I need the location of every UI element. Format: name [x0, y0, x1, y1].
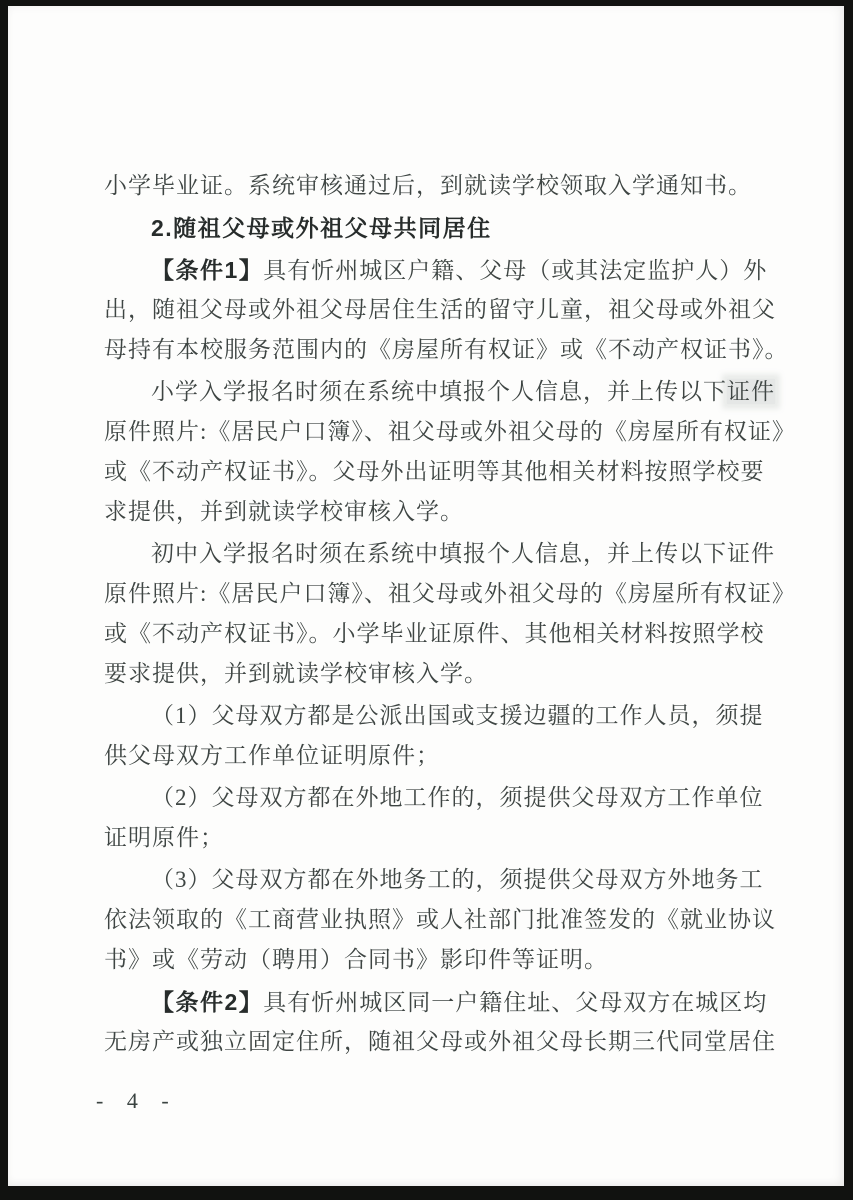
text-segment: 书》或《劳动（聘用）合同书》影印件等证明。 — [104, 947, 608, 972]
text-segment: 或《不动产权证书》。小学毕业证原件、其他相关材料按照学校 — [104, 621, 765, 646]
text-line — [104, 614, 782, 654]
text-segment: 母持有本校服务范围内的《房屋所有权证》或《不动产权证书》。 — [104, 337, 789, 362]
section-heading — [104, 208, 782, 248]
condition-label: 2.随祖父母或外祖父母共同居住 — [151, 215, 492, 241]
paragraph — [104, 778, 782, 858]
text-line — [104, 412, 796, 452]
paragraph — [104, 250, 789, 370]
text-line — [104, 818, 782, 858]
text-segment: （1）父母双方都是公派出国或支援边疆的工作人员，须提 — [151, 703, 764, 728]
text-segment: 具有忻州城区户籍、父母（或其法定监护人）外 — [263, 258, 768, 283]
text-line — [104, 982, 782, 1022]
text-line — [104, 860, 782, 900]
paragraph — [104, 166, 782, 206]
condition-label: 【条件2】 — [151, 989, 264, 1015]
text-line — [104, 778, 782, 818]
text-segment: 小学入学报名时须在系统中填报个人信息，并上传以下 — [151, 379, 727, 404]
text-line — [104, 452, 782, 492]
text-line — [104, 330, 789, 370]
condition-label: 【条件1】 — [151, 257, 264, 283]
text-segment: 无房产或独立固定住所，随祖父母或外祖父母长期三代同堂居住 — [104, 1029, 776, 1054]
text-segment: 证明原件； — [104, 825, 224, 850]
text-line — [104, 534, 782, 574]
text-line — [104, 166, 782, 206]
text-segment: 出，随祖父母或外祖父母居住生活的留守儿童，祖父母或外祖父 — [104, 297, 776, 322]
text-line — [104, 1022, 782, 1062]
text-segment: 证件 — [727, 379, 775, 404]
text-segment: 原件照片:《居民户口簿》、祖父母或外祖父母的《房屋所有权证》 — [104, 581, 796, 606]
scanned-document-page — [8, 6, 844, 1186]
paragraph — [104, 534, 796, 694]
text-line — [104, 696, 782, 736]
page-number: - 4 - — [96, 1088, 178, 1113]
text-line — [104, 250, 782, 290]
paragraph — [104, 372, 796, 532]
text-line — [104, 492, 782, 532]
text-segment: 小学毕业证。系统审核通过后，到就读学校领取入学通知书。 — [104, 173, 752, 198]
paragraph — [104, 696, 782, 776]
text-segment: 求提供，并到就读学校审核入学。 — [104, 499, 464, 524]
text-line — [104, 574, 796, 614]
document-body — [104, 166, 796, 1064]
text-line — [104, 654, 782, 694]
text-segment: 依法领取的《工商营业执照》或人社部门批准签发的《就业协议 — [104, 907, 776, 932]
paragraph — [104, 982, 782, 1062]
text-line — [104, 736, 782, 776]
text-line — [104, 372, 782, 412]
text-segment: 或《不动产权证书》。父母外出证明等其他相关材料按照学校要 — [104, 459, 765, 484]
text-line — [104, 900, 782, 940]
text-segment: 原件照片:《居民户口簿》、祖父母或外祖父母的《房屋所有权证》 — [104, 419, 796, 444]
text-segment: 供父母双方工作单位证明原件； — [104, 743, 440, 768]
text-segment: 要求提供，并到就读学校审核入学。 — [104, 661, 488, 686]
text-segment: 初中入学报名时须在系统中填报个人信息，并上传以下证件 — [151, 541, 775, 566]
text-segment: （2）父母双方都在外地工作的，须提供父母双方工作单位 — [151, 785, 764, 810]
text-segment: （3）父母双方都在外地务工的，须提供父母双方外地务工 — [151, 867, 764, 892]
text-line — [104, 940, 782, 980]
paragraph — [104, 860, 782, 980]
text-line — [104, 208, 782, 248]
text-line — [104, 290, 782, 330]
text-segment: 具有忻州城区同一户籍住址、父母双方在城区均 — [263, 990, 768, 1015]
